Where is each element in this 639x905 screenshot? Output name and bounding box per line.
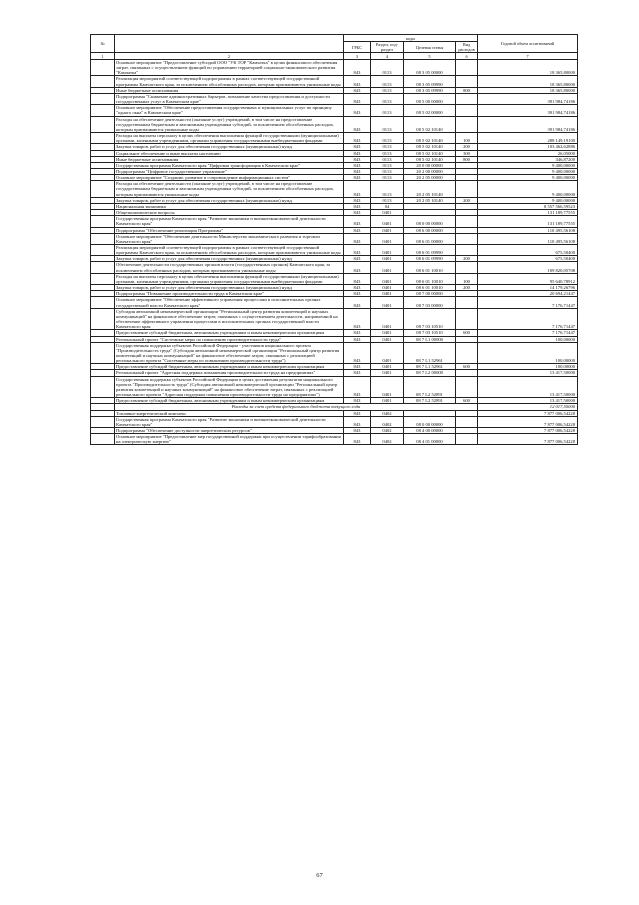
row-section: 0401 bbox=[371, 233, 404, 244]
row-description: Реализация мероприятий соответствующей подпрограммы в рамках соответствующей государственной программы Камчатского края, за исключением обособленных расходов, которым присваиваются уникальные коды bbox=[115, 76, 344, 87]
row-description: Подпрограмма "Снижение административных барьеров, повышение качества предоставления и доступности государственных услуг в Камчатском крае" bbox=[115, 93, 344, 104]
row-amount: 9 400,00000 bbox=[478, 162, 578, 168]
row-section: 0401 bbox=[371, 262, 404, 273]
row-amount: 12 017,50000 bbox=[478, 404, 578, 410]
row-article: 08 0 00 00000 bbox=[404, 416, 456, 427]
row-grbs: 843 bbox=[344, 273, 371, 284]
table-body bbox=[91, 60, 578, 445]
row-description: Предоставление субсидий бюджетным, автономным учреждениям и иным некоммерческим организациям bbox=[115, 364, 344, 370]
colnum: 5 bbox=[404, 53, 456, 60]
row-amount: 100,00000 bbox=[478, 342, 578, 364]
row-article: 08 3 05 09990 bbox=[404, 76, 456, 87]
row-grbs: 843 bbox=[344, 175, 371, 181]
row-article: 08 5 02 10140 bbox=[404, 133, 456, 144]
row-article: 08 5 02 10140 bbox=[404, 150, 456, 156]
header-num: № bbox=[91, 35, 115, 53]
row-num bbox=[91, 434, 115, 445]
row-grbs: 843 bbox=[344, 162, 371, 168]
row-amount: 288 149,19100 bbox=[478, 133, 578, 144]
row-description: Государственная поддержка субъектов Российской Федерации - участников национального проекта "Производительность труда" (Субсидия автономной некоммерческой организации "Региональный центр развития компетенций и научных коммуникаций" на финансовое обеспечение затрат, связанных с реализацией регионального проекта "Системные меры по повышению производительности труда") bbox=[115, 342, 344, 364]
row-description: Государственная программа Камчатского края "Развитие экономики и внешнеэкономической деятельности Камчатского края" bbox=[115, 416, 344, 427]
row-amount: 95 640,78912 bbox=[478, 273, 578, 284]
row-amount: 9 400,00000 bbox=[478, 181, 578, 197]
table-row bbox=[91, 233, 578, 244]
row-description: Расходы на обеспечение деятельности (оказание услуг) учреждений, в том числе на предоставление государственным бюджетным и автономным учреждениям субсидий, за исключением обособленных расходов, которым присваиваются уникальные коды bbox=[115, 116, 344, 132]
row-num bbox=[91, 233, 115, 244]
table-row bbox=[91, 434, 578, 445]
row-description: Закупка товаров, работ и услуг для обеспечения государственных (муниципальных) нужд bbox=[115, 256, 344, 262]
row-grbs: 843 bbox=[344, 93, 371, 104]
row-grbs: 843 bbox=[344, 216, 371, 227]
row-article: 08 7 L1 00000 bbox=[404, 336, 456, 342]
table-row bbox=[91, 60, 578, 76]
subtotal-label: Расходы за счет средств федерального бюджета текущего года bbox=[115, 404, 478, 410]
row-amount: 7 176,71447 bbox=[478, 297, 578, 308]
table-row bbox=[91, 105, 578, 116]
table-row bbox=[91, 342, 578, 364]
row-description: Социальное обеспечение и иные выплаты населению bbox=[115, 150, 344, 156]
row-exp-type bbox=[456, 376, 478, 398]
row-num bbox=[91, 76, 115, 87]
row-amount: 9 400,00000 bbox=[478, 175, 578, 181]
colnum: 1 bbox=[91, 53, 115, 60]
row-section: 0401 bbox=[371, 398, 404, 404]
row-article: 08 6 01 10010 bbox=[404, 262, 456, 273]
row-num bbox=[91, 60, 115, 76]
row-grbs: 843 bbox=[344, 416, 371, 427]
row-description: Предоставление субсидий бюджетным, автономным учреждениям и иным некоммерческим организациям bbox=[115, 398, 344, 404]
row-description: Иные бюджетные ассигнования bbox=[115, 156, 344, 162]
page-number: 67 bbox=[316, 872, 323, 879]
row-section: 0113 bbox=[371, 105, 404, 116]
table-row bbox=[91, 273, 578, 284]
row-section: 0401 bbox=[371, 285, 404, 291]
header-codes: коды bbox=[344, 35, 478, 42]
row-exp-type: 600 bbox=[456, 330, 478, 336]
row-num bbox=[91, 133, 115, 144]
table-row bbox=[91, 133, 578, 144]
row-description: Закупка товаров, работ и услуг для обеспечения государственных (муниципальных) нужд bbox=[115, 285, 344, 291]
row-grbs: 843 bbox=[344, 398, 371, 404]
row-description: Региональный проект "Системные меры по повышению производительности труда" bbox=[115, 336, 344, 342]
row-description: Подпрограмма "Цифровое государственное управление" bbox=[115, 168, 344, 174]
row-section: 0113 bbox=[371, 168, 404, 174]
row-section: 0401 bbox=[371, 216, 404, 227]
table-row bbox=[91, 116, 578, 132]
table-row bbox=[91, 216, 578, 227]
row-section: 0113 bbox=[371, 87, 404, 93]
row-section: 0401 bbox=[371, 256, 404, 262]
row-exp-type bbox=[456, 434, 478, 445]
row-amount: 109 820,05708 bbox=[478, 262, 578, 273]
row-amount: 26,05000 bbox=[478, 150, 578, 156]
row-article: 08 5 02 10140 bbox=[404, 116, 456, 132]
row-grbs: 843 bbox=[344, 428, 371, 434]
row-grbs: 843 bbox=[344, 87, 371, 93]
budget-table bbox=[90, 34, 578, 445]
row-amount: 675,50400 bbox=[478, 256, 578, 262]
row-exp-type bbox=[456, 76, 478, 87]
row-article: 20 2 00 00000 bbox=[404, 168, 456, 174]
row-num bbox=[91, 93, 115, 104]
row-section: 0402 bbox=[371, 416, 404, 427]
row-article: 08 7 03 10510 bbox=[404, 308, 456, 330]
header-article: Целевая статья bbox=[404, 42, 456, 53]
row-article: 08 7 L1 52961 bbox=[404, 364, 456, 370]
colnum: 2 bbox=[115, 53, 344, 60]
row-exp-type: 200 bbox=[456, 144, 478, 150]
row-amount: 100,00000 bbox=[478, 336, 578, 342]
row-section: 0113 bbox=[371, 60, 404, 76]
row-section: 0401 bbox=[371, 210, 404, 216]
row-description: Расходы на выплаты персоналу в целях обеспечения выполнения функций государственными (муниципальными) органами, казенными учреждениями, органами управления государственными внебюджетными фондами bbox=[115, 133, 344, 144]
row-amount: 13 417,50000 bbox=[478, 376, 578, 398]
row-grbs: 843 bbox=[344, 210, 371, 216]
row-amount: 18 365,80000 bbox=[478, 87, 578, 93]
row-amount: 391 984,74186 bbox=[478, 105, 578, 116]
row-grbs: 843 bbox=[344, 144, 371, 150]
row-description: Обеспечение деятельности государственных органов власти (государственных органов) Камчатского края, за исключением обособленных расходов, которым присваиваются уникальные коды bbox=[115, 262, 344, 273]
row-exp-type bbox=[456, 116, 478, 132]
row-amount: 8 557 566,59523 bbox=[478, 203, 578, 209]
row-article: 08 6 01 10010 bbox=[404, 273, 456, 284]
row-article: 20 2 05 00000 bbox=[404, 175, 456, 181]
row-section: 0113 bbox=[371, 197, 404, 203]
row-section: 0113 bbox=[371, 162, 404, 168]
row-amount: 103 462,62886 bbox=[478, 144, 578, 150]
row-article: 08 7 L1 52961 bbox=[404, 342, 456, 364]
table-row bbox=[91, 76, 578, 87]
row-description: Государственная программа Камчатского края "Цифровая трансформация в Камчатском крае" bbox=[115, 162, 344, 168]
row-section: 0113 bbox=[371, 76, 404, 87]
colnum: 4 bbox=[371, 53, 404, 60]
row-article: 08 6 01 00000 bbox=[404, 233, 456, 244]
row-num bbox=[91, 181, 115, 197]
row-description: Иные бюджетные ассигнования bbox=[115, 87, 344, 93]
row-amount: 7 877 006,54228 bbox=[478, 416, 578, 427]
row-amount: 100,00000 bbox=[478, 364, 578, 370]
row-description: Расходы на выплаты персоналу в целях обеспечения выполнения функций государственными (муниципальными) органами, казенными учреждениями, органами управления государственными внебюджетными фондами bbox=[115, 273, 344, 284]
row-description: Закупка товаров, работ и услуг для обеспечения государственных (муниципальных) нужд bbox=[115, 144, 344, 150]
row-grbs: 843 bbox=[344, 233, 371, 244]
row-grbs: 843 bbox=[344, 168, 371, 174]
row-exp-type bbox=[456, 308, 478, 330]
row-description: Подпрограмма "Обеспечение реализации Программы" bbox=[115, 227, 344, 233]
row-description: Основное мероприятие "Обеспечение предоставления государственных и муниципальных услуг по принципу "одного окна" в Камчатском крае" bbox=[115, 105, 344, 116]
row-amount: 9 400,00000 bbox=[478, 168, 578, 174]
row-exp-type: 300 bbox=[456, 150, 478, 156]
row-exp-type: 600 bbox=[456, 398, 478, 404]
row-grbs: 843 bbox=[344, 364, 371, 370]
row-grbs: 843 bbox=[344, 203, 371, 209]
row-exp-type: 200 bbox=[456, 285, 478, 291]
row-grbs: 843 bbox=[344, 133, 371, 144]
row-article: 08 5 02 10140 bbox=[404, 156, 456, 162]
row-grbs: 843 bbox=[344, 60, 371, 76]
row-exp-type bbox=[456, 181, 478, 197]
row-amount: 18 365,80000 bbox=[478, 76, 578, 87]
row-num bbox=[91, 262, 115, 273]
row-article: 08 6 01 09990 bbox=[404, 245, 456, 256]
row-num bbox=[91, 376, 115, 398]
colnum: 3 bbox=[344, 53, 371, 60]
row-section: 0401 bbox=[371, 308, 404, 330]
row-num bbox=[91, 342, 115, 364]
header-grbs: ГРБС bbox=[344, 42, 371, 53]
row-grbs: 843 bbox=[344, 330, 371, 336]
row-amount: 20 694,21447 bbox=[478, 291, 578, 297]
row-article: 08 4 00 00000 bbox=[404, 428, 456, 434]
row-article: 20 2 05 10140 bbox=[404, 197, 456, 203]
row-section: 0113 bbox=[371, 181, 404, 197]
row-exp-type: 600 bbox=[456, 364, 478, 370]
row-amount: 14 179,26796 bbox=[478, 285, 578, 291]
row-description: Субсидия автономной некоммерческой организации "Региональный центр развития компетенций и научных коммуникаций" на финансовое обеспечение затрат, связанных с осуществлением деятельности, направленной на обеспечение эффективного управления процессами в исполнительных органах государственной власти Камчатского края bbox=[115, 308, 344, 330]
header-section: Раздел, под-раздел bbox=[371, 42, 404, 53]
row-grbs: 843 bbox=[344, 297, 371, 308]
row-description: Основное мероприятие "Предоставление мер государственной поддержки при осуществлении тарифообразования на электрическую энергию" bbox=[115, 434, 344, 445]
row-article: 08 5 00 00000 bbox=[404, 93, 456, 104]
row-description: Основное мероприятие "Предоставление субсидий ООО "УК ТОР "Камчатка" в целях финансового обеспечения затрат, связанных с осуществлением функций по управлению территорией социально-экономического развития "Камчатка" bbox=[115, 60, 344, 76]
row-article: 08 6 01 10010 bbox=[404, 285, 456, 291]
row-amount: 13 417,50000 bbox=[478, 370, 578, 376]
row-exp-type: 100 bbox=[456, 133, 478, 144]
row-section: 0401 bbox=[371, 297, 404, 308]
row-section: 0113 bbox=[371, 93, 404, 104]
row-num bbox=[91, 273, 115, 284]
row-amount: 110 495,56108 bbox=[478, 233, 578, 244]
table-row bbox=[91, 297, 578, 308]
row-section: 0402 bbox=[371, 428, 404, 434]
row-description: Топливно-энергетический комплекс bbox=[115, 410, 344, 416]
row-description: Предоставление субсидий бюджетным, автономным учреждениям и иным некоммерческим организациям bbox=[115, 330, 344, 336]
header-exp-type: Вид расходов bbox=[456, 42, 478, 53]
row-section: 0402 bbox=[371, 410, 404, 416]
row-section: 0401 bbox=[371, 245, 404, 256]
row-grbs: 843 bbox=[344, 308, 371, 330]
row-article: 20 0 00 00000 bbox=[404, 162, 456, 168]
row-grbs: 843 bbox=[344, 76, 371, 87]
row-description: Государственная поддержка субъектов Российской Федерации в целях достижения результатов национального проекта "Производительность труда" (Субсидия автономной некоммерческой организации "Региональный центр развития компетенций и научных коммуникаций" на финансовое обеспечение затрат, связанных с реализацией регионального проекта "Адресная поддержка повышения производительности труда на предприятиях") bbox=[115, 376, 344, 398]
row-article: 08 7 L2 52891 bbox=[404, 376, 456, 398]
row-exp-type bbox=[456, 216, 478, 227]
header-amount: Годовой объем ассигнований bbox=[478, 35, 578, 53]
row-amount: 18 365,80000 bbox=[478, 60, 578, 76]
row-section: 0401 bbox=[371, 376, 404, 398]
row-amount: 7 877 006,54228 bbox=[478, 428, 578, 434]
row-article: 08 3 05 00000 bbox=[404, 60, 456, 76]
row-article: 08 3 05 09990 bbox=[404, 87, 456, 93]
budget-table-page bbox=[90, 34, 577, 445]
row-article: 08 0 00 00000 bbox=[404, 216, 456, 227]
row-amount: 7 877 006,54228 bbox=[478, 410, 578, 416]
table-row bbox=[91, 93, 578, 104]
table-row bbox=[91, 376, 578, 398]
row-section: 0402 bbox=[371, 434, 404, 445]
colnum: 6 bbox=[456, 53, 478, 60]
row-amount: 110 495,56108 bbox=[478, 227, 578, 233]
row-description: Основное мероприятие "Обеспечение эффективного управления процессами в исполнительных органах государственной власти Камчатского края" bbox=[115, 297, 344, 308]
row-section: 0113 bbox=[371, 156, 404, 162]
row-grbs: 843 bbox=[344, 150, 371, 156]
row-amount: 391 984,74186 bbox=[478, 116, 578, 132]
table-row bbox=[91, 308, 578, 330]
row-grbs: 843 bbox=[344, 262, 371, 273]
row-section: 0401 bbox=[371, 336, 404, 342]
row-amount: 131 189,77555 bbox=[478, 210, 578, 216]
row-article: 08 5 02 10140 bbox=[404, 144, 456, 150]
row-grbs: 843 bbox=[344, 370, 371, 376]
row-section: 0401 bbox=[371, 370, 404, 376]
table-row bbox=[91, 181, 578, 197]
row-num bbox=[91, 245, 115, 256]
row-num bbox=[91, 297, 115, 308]
row-section: 04 bbox=[371, 203, 404, 209]
row-exp-type: 800 bbox=[456, 156, 478, 162]
row-section: 0401 bbox=[371, 342, 404, 364]
row-amount: 131 189,77555 bbox=[478, 216, 578, 227]
row-exp-type bbox=[456, 262, 478, 273]
row-num bbox=[91, 216, 115, 227]
row-exp-type bbox=[456, 342, 478, 364]
row-article: 08 4 01 00000 bbox=[404, 434, 456, 445]
row-section: 0401 bbox=[371, 364, 404, 370]
row-grbs: 843 bbox=[344, 410, 371, 416]
table-header bbox=[91, 35, 578, 60]
row-section: 0113 bbox=[371, 133, 404, 144]
row-exp-type: 200 bbox=[456, 197, 478, 203]
row-exp-type bbox=[456, 297, 478, 308]
table-row bbox=[91, 262, 578, 273]
row-grbs: 843 bbox=[344, 197, 371, 203]
row-amount: 7 877 006,54228 bbox=[478, 434, 578, 445]
header-description bbox=[115, 35, 344, 53]
row-grbs: 843 bbox=[344, 181, 371, 197]
row-grbs: 843 bbox=[344, 434, 371, 445]
row-description: Реализация мероприятий соответствующей подпрограммы в рамках соответствующей государственной программы Камчатского края, за исключением обособленных расходов, которым присваиваются уникальные коды bbox=[115, 245, 344, 256]
row-section: 0113 bbox=[371, 144, 404, 150]
row-num bbox=[91, 105, 115, 116]
row-article: 08 7 00 00000 bbox=[404, 291, 456, 297]
row-article: 08 7 03 00000 bbox=[404, 297, 456, 308]
row-exp-type bbox=[456, 93, 478, 104]
row-description: Основное мероприятие "Обеспечение деятельности Министерства экономического развития и торговли Камчатского края" bbox=[115, 233, 344, 244]
row-section: 0113 bbox=[371, 150, 404, 156]
row-description: Общеэкономические вопросы bbox=[115, 210, 344, 216]
row-description: Региональный проект "Адресная поддержка повышения производительности труда на предприятиях" bbox=[115, 370, 344, 376]
row-exp-type bbox=[456, 233, 478, 244]
row-grbs: 843 bbox=[344, 245, 371, 256]
row-article: 20 2 05 10140 bbox=[404, 181, 456, 197]
row-grbs: 843 bbox=[344, 285, 371, 291]
row-section: 0401 bbox=[371, 291, 404, 297]
row-article: 08 6 01 09990 bbox=[404, 256, 456, 262]
row-article: 08 5 02 00000 bbox=[404, 105, 456, 116]
row-article: 08 7 L2 00000 bbox=[404, 370, 456, 376]
row-amount: 7 176,71447 bbox=[478, 330, 578, 336]
row-section: 0401 bbox=[371, 330, 404, 336]
row-exp-type bbox=[456, 60, 478, 76]
row-grbs: 843 bbox=[344, 227, 371, 233]
row-section: 0113 bbox=[371, 116, 404, 132]
table-row bbox=[91, 245, 578, 256]
row-article: 08 6 00 00000 bbox=[404, 227, 456, 233]
row-grbs: 843 bbox=[344, 291, 371, 297]
row-grbs: 843 bbox=[344, 116, 371, 132]
row-exp-type: 100 bbox=[456, 273, 478, 284]
row-grbs: 843 bbox=[344, 376, 371, 398]
row-article: 08 7 L2 52891 bbox=[404, 398, 456, 404]
row-section: 0401 bbox=[371, 273, 404, 284]
row-num bbox=[91, 116, 115, 132]
row-description: Расходы на обеспечение деятельности (оказание услуг) учреждений, в том числе на предоставление государственным бюджетным и автономным учреждениям субсидий, за исключением обособленных расходов, которым присваиваются уникальные коды bbox=[115, 181, 344, 197]
row-exp-type bbox=[456, 245, 478, 256]
row-num bbox=[91, 308, 115, 330]
row-amount: 346,87200 bbox=[478, 156, 578, 162]
row-amount: 13 417,50000 bbox=[478, 398, 578, 404]
row-description: Подпрограмма "Обеспечение доступности энергетических ресурсов" bbox=[115, 428, 344, 434]
colnum: 7 bbox=[478, 53, 578, 60]
row-article: 08 7 03 10510 bbox=[404, 330, 456, 336]
row-num bbox=[91, 416, 115, 427]
row-description: Подпрограмма "Повышение производительности труда в Камчатском крае" bbox=[115, 291, 344, 297]
row-section: 0113 bbox=[371, 175, 404, 181]
row-description: Основное мероприятие "Создание, развитие и сопровождение информационных систем" bbox=[115, 175, 344, 181]
row-grbs: 843 bbox=[344, 156, 371, 162]
row-amount: 7 176,71447 bbox=[478, 308, 578, 330]
row-exp-type: 800 bbox=[456, 87, 478, 93]
row-amount: 675,50400 bbox=[478, 245, 578, 256]
table-row bbox=[91, 416, 578, 427]
row-grbs: 843 bbox=[344, 336, 371, 342]
row-exp-type bbox=[456, 105, 478, 116]
row-grbs: 843 bbox=[344, 342, 371, 364]
row-amount: 391 984,74186 bbox=[478, 93, 578, 104]
row-exp-type bbox=[456, 416, 478, 427]
row-grbs: 843 bbox=[344, 256, 371, 262]
row-description: Национальная экономика bbox=[115, 203, 344, 209]
row-description: Закупка товаров, работ и услуг для обеспечения государственных (муниципальных) нужд bbox=[115, 197, 344, 203]
row-amount: 9 400,00000 bbox=[478, 197, 578, 203]
row-grbs: 843 bbox=[344, 105, 371, 116]
row-exp-type: 200 bbox=[456, 256, 478, 262]
row-description: Государственная программа Камчатского края "Развитие экономики и внешнеэкономической деятельности Камчатского края" bbox=[115, 216, 344, 227]
row-section: 0401 bbox=[371, 227, 404, 233]
